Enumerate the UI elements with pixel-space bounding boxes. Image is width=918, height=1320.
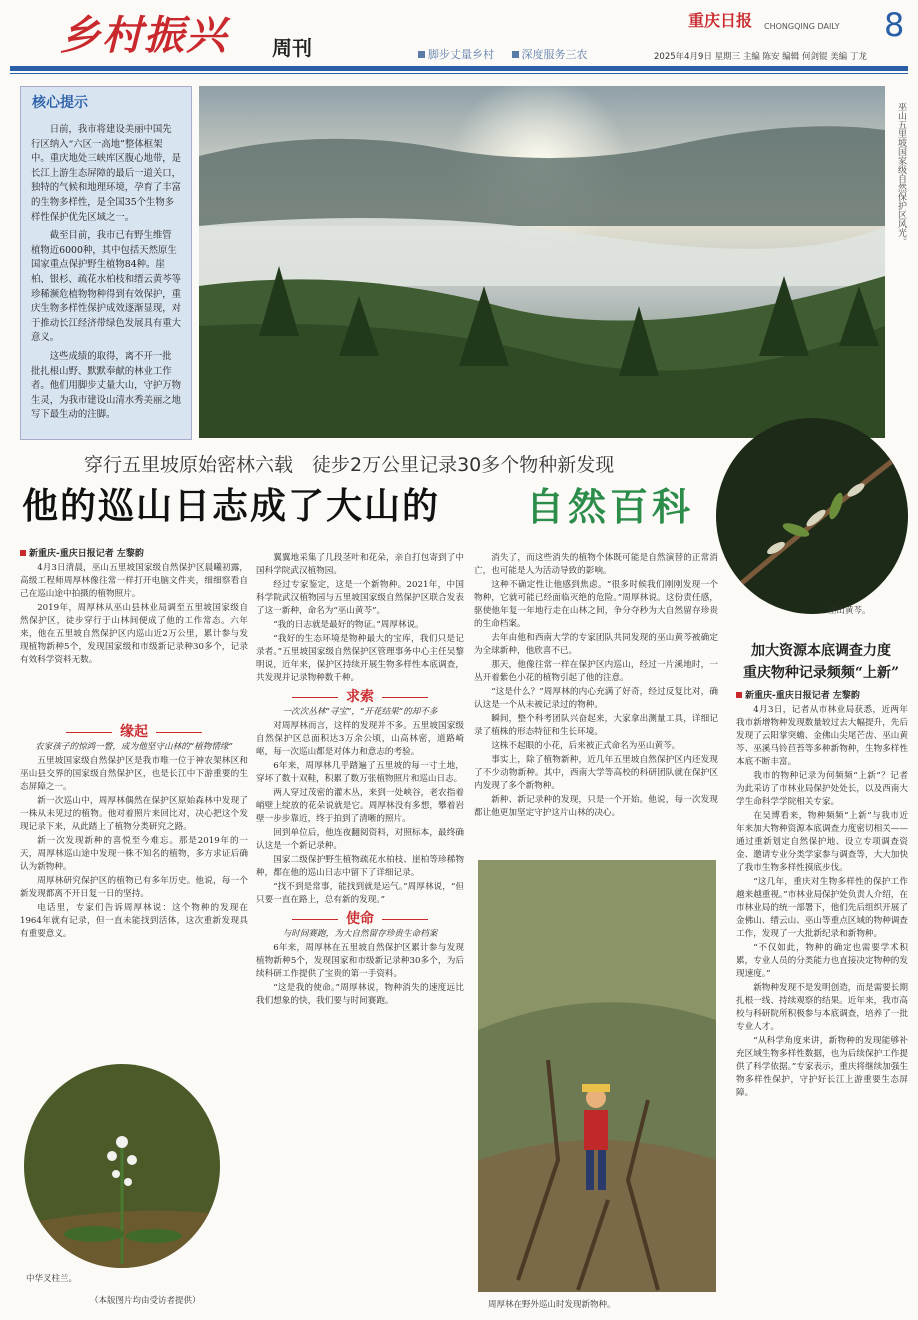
plant-photo-circle (716, 418, 908, 614)
paragraph: 事实上，除了植物新种，近几年五里坡自然保护区内还发现了不少动物新种。其中，西南大学等高校的科研团队就在保护区内发现了多个新物种。 (474, 755, 718, 791)
landscape-caption: 巫山五里坡国家级自然保护区风光。 (896, 102, 906, 246)
paragraph: 翼翼地采集了几段茎叶和花朵，亲自打包寄到了中国科学院武汉植物园。 (256, 553, 464, 576)
paragraph: 消失了，而这些消失的植物个体既可能是自然演替的正常消亡，也可能是人为活动导致的影响。 (474, 553, 718, 576)
paragraph: “从科学角度来讲，新物种的发现能够补充区域生物多样性数据，也为后续保护工作提供了科学依据。”专家表示，重庆将继续加强生物多样性保护，守护好长江上游重要生态屏障。 (736, 1036, 908, 1098)
paragraph: 去年由他和西南大学的专家团队共同发现的巫山黄芩被确定为全球新种，他欣喜不已。 (474, 633, 718, 656)
section-heading: 使命 (256, 913, 464, 926)
paragraph: 新种、新记录种的发现，只是一个开始。他说，每一次发现都让他更加坚定守护这片山林的决心。 (474, 795, 718, 818)
paragraph: “不仅如此，物种的确定也需要学术积累，专业人员的分类能力也直接决定物种的发现速度。” (736, 943, 908, 979)
newspaper-logo: 重庆日报 (688, 11, 753, 30)
paragraph: 新一次发现新种的喜悦至今难忘。那是2019年的一天，周厚林巡山途中发现一株不知名的植物，多方求证后确认为新物种。 (20, 836, 248, 872)
paragraph: “这是我的使命。”周厚林说，物种消失的速度远比我们想象的快，我们要与时间赛跑。 (256, 983, 464, 1006)
side-title-line: 加大资源本底调查力度 (751, 643, 891, 659)
paragraph: 这株不起眼的小花，后来被正式命名为巫山黄芩。 (491, 741, 681, 751)
paragraph: 两人穿过茂密的灌木丛，来到一处峡谷，老农指着峭壁上绽放的花朵说就是它。周厚林没有多想，攀着岩壁一步步靠近，终于拍到了清晰的照片。 (256, 788, 464, 824)
section-title: 乡村振兴 (60, 12, 228, 59)
circle-photo-caption: 巫山黄芩。 (828, 606, 871, 616)
paragraph: 回到单位后，他连夜翻阅资料，对照标本，最终确认这是一个新记录种。 (256, 828, 464, 851)
paragraph: “找不到是常事，能找到就是运气。”周厚林说，“但只要一直在路上，总有新的发现。” (256, 882, 464, 905)
side-article-column (736, 690, 908, 1312)
key-points-title: 核心提示 (32, 95, 88, 111)
paragraph: 在吴博看来，物种频频“上新”与我市近年来加大物种资源本底调查力度密切相关——通过重新划定自然保护地、设立专项调查资金、邀请专业分类学家参与调查等，大大加快了我市生物多样性摸底步伐。 (736, 811, 908, 873)
newspaper-logo-en: CHONGQING DAILY (764, 22, 840, 31)
side-byline: 新重庆-重庆日报记者 左黎韵 (736, 690, 908, 703)
section-subheading: 农家孩子的惊鸿一瞥，成为他坚守山林的“植物情缘” (35, 742, 233, 752)
paragraph: 这种不确定性让他感到焦虑。“很多时候我们刚刚发现一个物种，它就可能已经面临灭绝的危险。”周厚林说。这份责任感，驱使他年复一年地行走在山林之间，争分夺秒为大自然留存珍贵的生命档案。 (474, 580, 718, 629)
ranger-photo-caption: 周厚林在野外巡山时发现新物种。 (488, 1300, 616, 1310)
side-title-line: 重庆物种记录频频“上新” (742, 665, 900, 681)
paragraph: 瞬间，整个科考团队兴奋起来，大家拿出测量工具，详细记录了植株的形态特征和生长环境。 (474, 714, 718, 737)
paragraph: 新一次巡山中，周厚林偶然在保护区原始森林中发现了一株从未见过的植物。他对着照片来回比对，决心把这个发现记录下来，从此踏上了植物分类研究之路。 (20, 796, 248, 832)
slogan-1: 脚步丈量乡村 (418, 48, 494, 61)
side-article-title (736, 640, 906, 684)
paragraph: “这几年，重庆对生物多样性的保护工作越来越重视。”市林业局保护处负责人介绍，在市林业局的统一部署下，他们先后组织开展了金佛山、缙云山、巫山等重点区域的物种调查工作，发现了一大批新纪录和新物种。 (736, 877, 908, 939)
article-column-3 (474, 552, 718, 852)
paragraph: 周厚林研究保护区的植物已有多年历史。他说，每一个新发现都离不开日复一日的坚持。 (20, 876, 248, 899)
article-column-2 (256, 552, 464, 1292)
landscape-photo (199, 86, 885, 438)
paragraph: 我市的物种记录为何频频“上新”？记者为此采访了市林业局保护处处长，以及西南大学生命科学学院相关专家。 (736, 771, 908, 807)
slogan-2: 深度服务三农 (512, 48, 588, 61)
paragraph: “这是什么？”周厚林的内心充满了好奇，经过反复比对，确认这是一个从未被记录过的物种。 (474, 687, 718, 710)
paragraph: 4月3日，记者从市林业局获悉，近两年我市新增物种发现数量较过去大幅提升，先后发现了云阳掌突蟾、金佛山尖尾芒齿、巫山黄芩、巫溪马铃苣苔等多种新物种，生物多样性本底不断丰富。 (736, 705, 908, 767)
paragraph: 6年来，周厚林在五里坡自然保护区累计参与发现植物新种5个，发现国家和市级新记录种30多个，为后续科研工作提供了宝贵的第一手资料。 (256, 943, 464, 979)
paragraph: 对周厚林而言，这样的发现并不多。五里坡国家级自然保护区总面积达3万余公顷，山高林密，道路崎岖，每一次巡山都是对体力和意志的考验。 (256, 721, 464, 757)
paragraph: 电话里，专家们告诉周厚林说：这个物种的发现在1964年就有记录，但一直未能找到活体，这次重新发现具有重要意义。 (20, 903, 248, 939)
header-rule-thin (10, 73, 908, 74)
orchid-caption: 中华叉柱兰。 (26, 1274, 78, 1284)
page-number: 8 (884, 6, 905, 44)
section-heading: 求索 (256, 691, 464, 704)
paragraph: 国家二级保护野生植物疏花水柏枝、崖柏等珍稀物种，都在他的巡山日志中留下了详细记录。 (256, 855, 464, 878)
section-subheading: 与时间赛跑，为大自然留存珍贵生命档案 (282, 929, 438, 939)
header-rule (10, 66, 908, 71)
key-point-para: 这些成绩的取得，离不开一批批扎根山野、默默奉献的林业工作者。他们用脚步丈量大山，守护万物生灵，为我市建设山清水秀美丽之地写下最生动的注脚。 (31, 350, 182, 421)
paragraph: 新物种发现不是发明创造，而是需要长期扎根一线、持续观察的结果。近年来，我市高校与科研院所积极参与本底调查，培养了一批专业人才。 (736, 983, 908, 1032)
photo-credit: （本版图片均由受访者提供） (90, 1296, 201, 1306)
slogans (418, 46, 602, 62)
article-title-highlight: 自然百科 (526, 484, 695, 529)
article-title: 他的巡山日志成了大山的 (22, 485, 441, 527)
section-heading: 缘起 (20, 726, 248, 739)
issue-meta: 2025年4月9日 星期三 主编 陈安 编辑 何剑锟 美编 丁龙 (654, 52, 867, 62)
paragraph: 五里坡国家级自然保护区是我市唯一位于神农架林区和巫山县交界的国家级自然保护区，也是长江中下游重要的生态屏障之一。 (20, 756, 248, 792)
key-points-box (20, 86, 192, 440)
paragraph: 6年来，周厚林几乎踏遍了五里坡的每一寸土地，穿坏了数十双鞋，积累了数万张植物照片和巡山日志。 (256, 761, 464, 784)
byline: 新重庆-重庆日报记者 左黎韵 (20, 548, 248, 561)
paragraph: 那天，他像往常一样在保护区内巡山，经过一片溪地时，一丛开着紫色小花的植物引起了他的注意。 (474, 660, 718, 683)
paragraph: 经过专家鉴定，这是一个新物种。2021年，中国科学院武汉植物园与五里坡国家级自然保护区联合发表了这一新种，命名为“巫山黄芩”。 (256, 580, 464, 616)
weekly-label: 周刊 (272, 36, 312, 60)
paragraph: “我的日志就是最好的物证。”周厚林说。 (273, 620, 424, 630)
article-column-1b (20, 720, 248, 1060)
paragraph: “我好的生态环境是物种最大的宝库，我们只是记录者。”五里坡国家级自然保护区管理事务中心主任吴黎明说，近年来，保护区持续开展生物多样性本底调查，共发现并记录物种数千种。 (256, 634, 464, 683)
paragraph: 4月3日清晨，巫山五里坡国家级自然保护区晨曦初露，高级工程师周厚林像往常一样打开电脑文件夹，细细察看自己在巡山途中拍摄的植物照片。 (20, 563, 248, 599)
paragraph: 2019年，周厚林从巫山县林业局调至五里坡国家级自然保护区，徒步穿行于山林间便成了他的工作常态。六年来，他在五里坡自然保护区内巡山近2万公里，累计参与发现植物新种5个，发现国家级和市级新记录种30多个，记录有效科学资料无数。 (20, 603, 248, 665)
ranger-photo (478, 860, 716, 1292)
key-point-para: 截至目前，我市已有野生维管植物近6000种，其中包括天然原生国家重点保护野生植物84种。崖柏、银杉、疏花水柏枝和缙云黄芩等珍稀濒危植物物种得到有效保护，重庆生物多样性保护成效逐渐显现，对于推动长江经济带绿色发展具有重大意义。 (31, 230, 182, 344)
orchid-photo-circle (24, 1064, 220, 1268)
article-subtitle: 穿行五里坡原始密林六载 徒步2万公里记录30多个物种新发现 (84, 454, 615, 476)
section-subheading: 一次次丛林“寻宝”，“开花结果”的却不多 (282, 707, 438, 717)
key-point-para: 日前，我市将建设美丽中国先行区纳入“六区一高地”整体框架中。重庆地处三峡库区腹心地带，是长江上游生态屏障的最后一道关口，独特的气候和地理环境，孕育了丰富的生物多样性，是全国35个生物多样性保护优先区域之一。 (31, 124, 182, 223)
